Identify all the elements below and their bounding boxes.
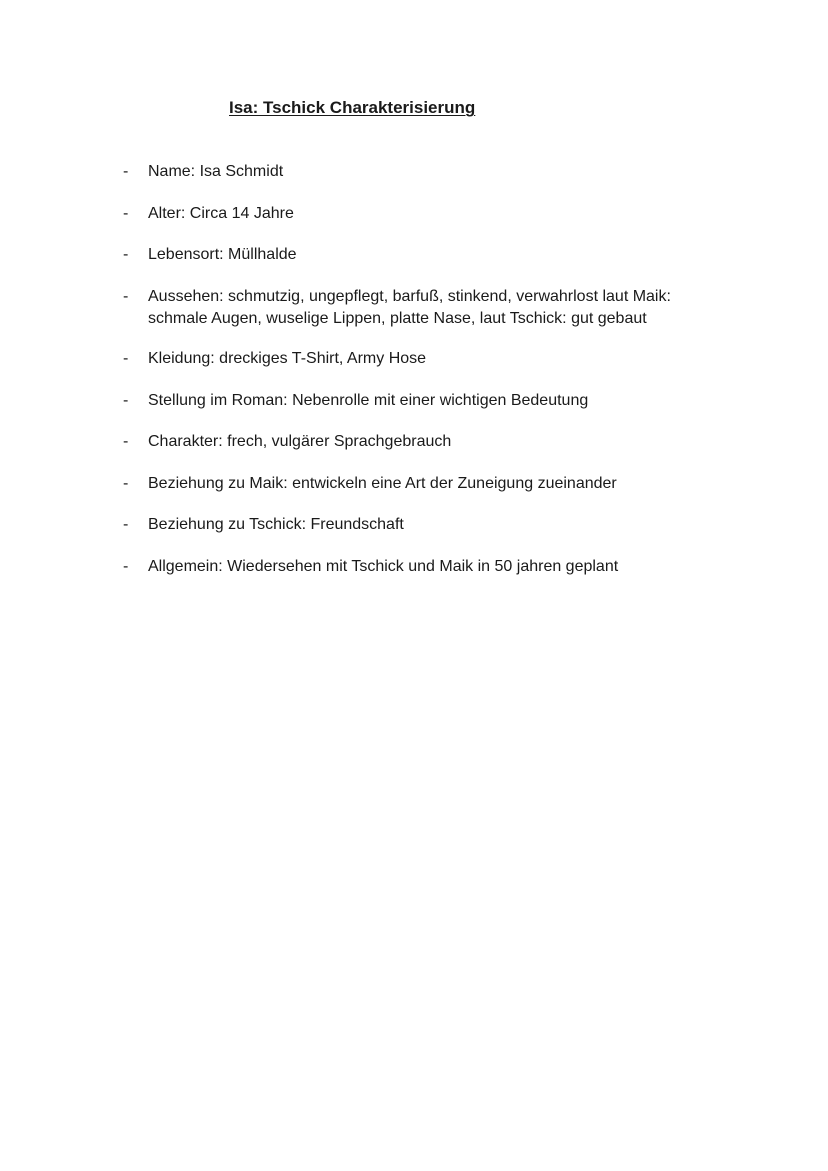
- list-item-text: Lebensort: Müllhalde: [148, 246, 297, 263]
- list-item-text: Alter: Circa 14 Jahre: [148, 205, 294, 222]
- bullet-dash: -: [123, 433, 129, 450]
- bullet-dash: -: [123, 516, 129, 533]
- bullet-dash: -: [123, 475, 129, 492]
- list-item-text: Charakter: frech, vulgärer Sprachgebrauch: [148, 433, 452, 450]
- bullet-dash: -: [123, 205, 129, 222]
- list-item-text: [148, 286, 748, 330]
- bullet-dash: -: [123, 558, 129, 575]
- list-item-text-line2: schmale Augen, wuselige Lippen, platte Nase, laut Tschick: gut gebaut: [148, 310, 647, 327]
- list-item-text: Beziehung zu Tschick: Freundschaft: [148, 516, 404, 533]
- bullet-dash: -: [123, 163, 129, 180]
- bullet-dash: -: [123, 350, 129, 367]
- list-item-text: Kleidung: dreckiges T-Shirt, Army Hose: [148, 350, 427, 367]
- bullet-dash: -: [123, 246, 129, 263]
- list-item-text-line1: Aussehen: schmutzig, ungepflegt, barfuß, stinkend, verwahrlost laut Maik:: [148, 288, 671, 305]
- bullet-dash: -: [123, 392, 129, 409]
- list-item-text: Allgemein: Wiedersehen mit Tschick und Maik in 50 jahren geplant: [148, 558, 619, 575]
- list-item-text: Stellung im Roman: Nebenrolle mit einer wichtigen Bedeutung: [148, 392, 589, 409]
- bullet-dash: -: [123, 288, 129, 305]
- document-title: Isa: Tschick Charakterisierung: [229, 98, 476, 117]
- list-item-text: Beziehung zu Maik: entwickeln eine Art der Zuneigung zueinander: [148, 475, 617, 492]
- list-item-text: Name: Isa Schmidt: [148, 163, 284, 180]
